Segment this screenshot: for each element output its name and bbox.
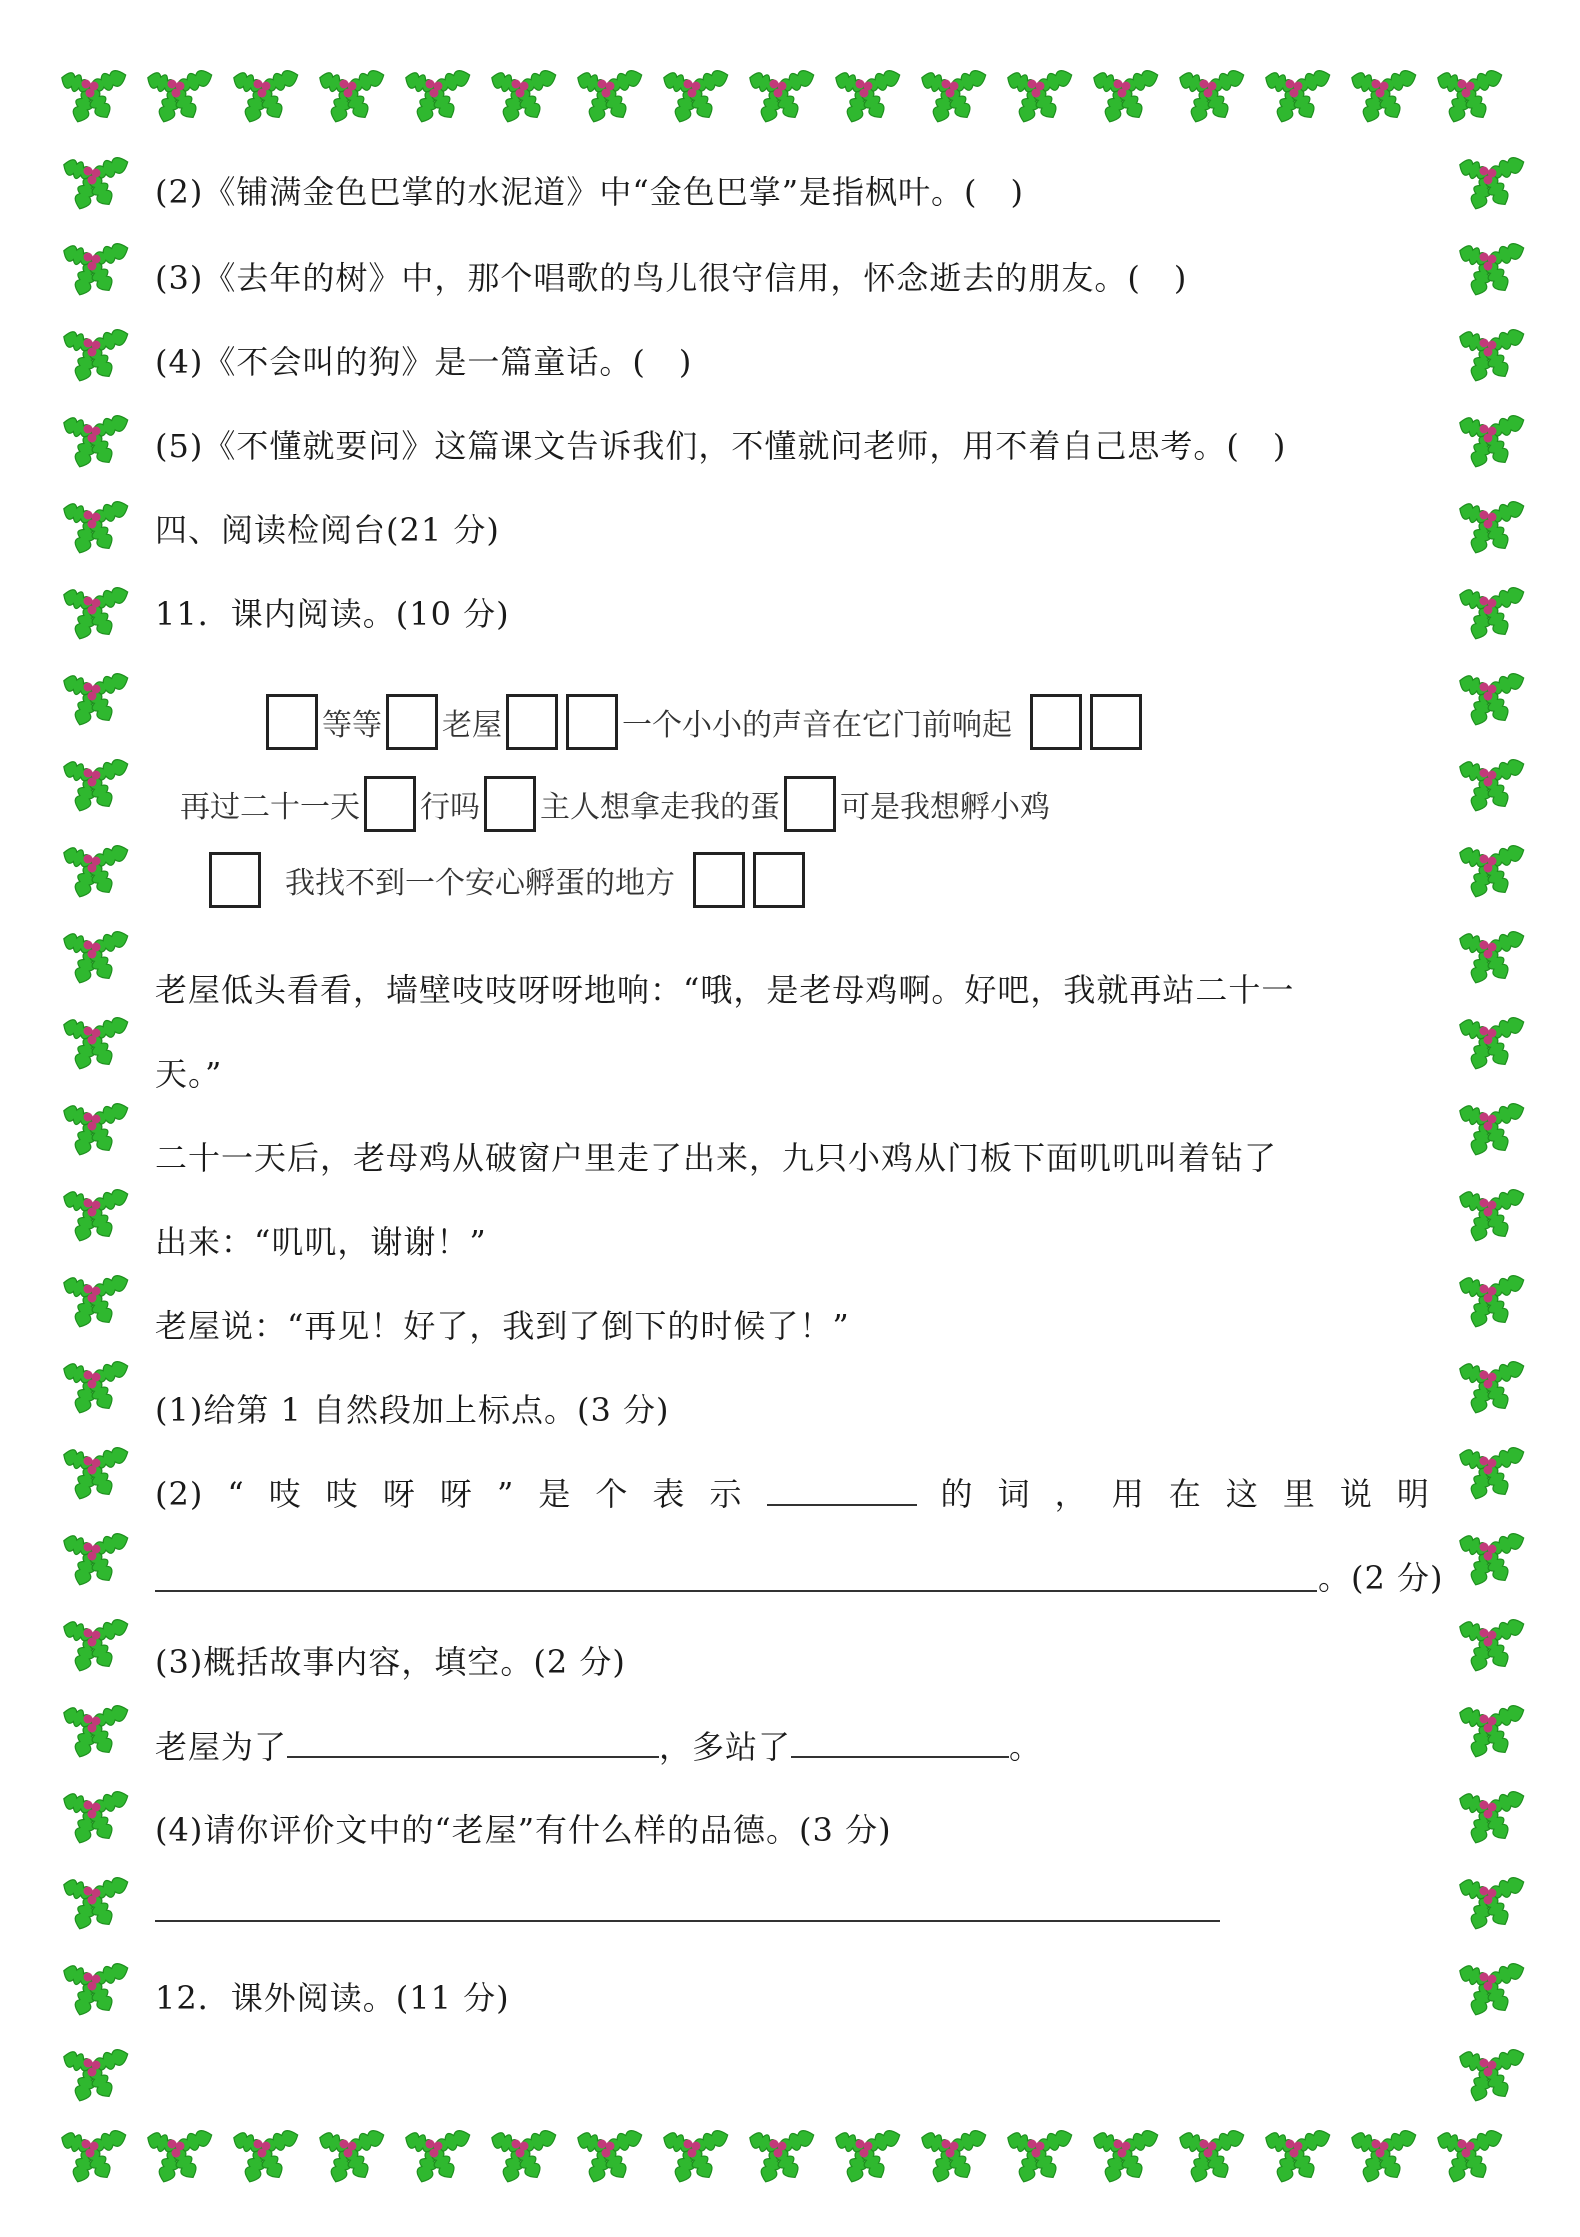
q3-blank-2[interactable] <box>791 1726 1009 1758</box>
question-2 <box>155 1474 1430 1514</box>
holly-sprig-icon <box>1435 2127 1505 2185</box>
holly-sprig-icon <box>1457 326 1527 384</box>
q2-part: 示 <box>709 1475 743 1513</box>
holly-sprig-icon <box>1457 2046 1527 2104</box>
holly-sprig-icon <box>59 67 129 125</box>
judge-item-4: (4)《不会叫的狗》是一篇童话。( ) <box>155 343 693 381</box>
holly-sprig-icon <box>1457 1186 1527 1244</box>
question-12-title: 12．课外阅读。(11 分) <box>155 1979 510 2017</box>
exercise-text: 可是我想孵小鸡 <box>840 790 1050 825</box>
holly-sprig-icon <box>61 240 131 298</box>
question-3-fill <box>155 1726 1042 1767</box>
holly-sprig-icon <box>1457 1358 1527 1416</box>
holly-sprig-icon <box>61 1616 131 1674</box>
holly-sprig-icon <box>61 1014 131 1072</box>
q2-part: 呀 <box>382 1475 416 1513</box>
holly-sprig-icon <box>1349 67 1419 125</box>
q4-answer-line[interactable] <box>155 1920 1220 1922</box>
answer-box[interactable] <box>386 694 438 750</box>
question-3: (3)概括故事内容，填空。(2 分) <box>155 1643 626 1681</box>
q2-part: ， <box>1054 1475 1088 1513</box>
q2-answer-blank[interactable] <box>767 1474 917 1506</box>
q2-part: 吱 <box>268 1475 302 1513</box>
holly-sprig-icon <box>231 67 301 125</box>
holly-sprig-icon <box>833 2127 903 2185</box>
holly-sprig-icon <box>489 2127 559 2185</box>
question-4: (4)请你评价文中的“老屋”有什么样的品德。(3 分) <box>155 1811 892 1849</box>
question-11-title: 11．课内阅读。(10 分) <box>155 595 510 633</box>
q3-text: 老屋为了 <box>155 1728 288 1766</box>
holly-sprig-icon <box>61 1788 131 1846</box>
answer-box[interactable] <box>693 852 745 908</box>
holly-sprig-icon <box>61 584 131 642</box>
holly-sprig-icon <box>489 67 559 125</box>
q2-part: 里 <box>1282 1475 1316 1513</box>
holly-sprig-icon <box>1091 2127 1161 2185</box>
holly-sprig-icon <box>1457 1874 1527 1932</box>
holly-sprig-icon <box>1457 498 1527 556</box>
passage-line: 二十一天后，老母鸡从破窗户里走了出来，九只小鸡从门板下面叽叽叫着钻了 <box>155 1139 1278 1177</box>
holly-sprig-icon <box>1457 1272 1527 1330</box>
holly-sprig-icon <box>1457 1960 1527 2018</box>
holly-sprig-icon <box>1457 1444 1527 1502</box>
holly-sprig-icon <box>1435 67 1505 125</box>
holly-sprig-icon <box>61 1874 131 1932</box>
answer-box[interactable] <box>209 852 261 908</box>
holly-sprig-icon <box>1457 240 1527 298</box>
holly-sprig-icon <box>1457 1530 1527 1588</box>
holly-sprig-icon <box>1457 154 1527 212</box>
q2-part: 个 <box>595 1475 629 1513</box>
holly-sprig-icon <box>1457 1702 1527 1760</box>
holly-sprig-icon <box>919 2127 989 2185</box>
answer-box[interactable] <box>364 776 416 832</box>
holly-sprig-icon <box>61 670 131 728</box>
section-title: 四、阅读检阅台(21 分) <box>155 511 500 549</box>
q2-part: 呀 <box>439 1475 473 1513</box>
holly-sprig-icon <box>61 1702 131 1760</box>
q2-part: 在 <box>1168 1475 1202 1513</box>
holly-sprig-icon <box>1263 2127 1333 2185</box>
judge-item-3: (3)《去年的树》中，那个唱歌的鸟儿很守信用，怀念逝去的朋友。( ) <box>155 259 1188 297</box>
answer-box[interactable] <box>1090 694 1142 750</box>
holly-sprig-icon <box>1457 670 1527 728</box>
q2-part: 说 <box>1339 1475 1373 1513</box>
q2-part: 这 <box>1225 1475 1259 1513</box>
q2-answer-line[interactable] <box>155 1590 1317 1592</box>
answer-box[interactable] <box>506 694 558 750</box>
holly-sprig-icon <box>747 67 817 125</box>
holly-sprig-icon <box>403 2127 473 2185</box>
exercise-text: 行吗 <box>420 790 480 825</box>
exercise-text: 等等 <box>322 708 382 743</box>
passage-line: 天。” <box>155 1055 223 1093</box>
q3-text: ，多站了 <box>659 1728 792 1766</box>
holly-sprig-icon <box>1457 1014 1527 1072</box>
holly-sprig-icon <box>575 67 645 125</box>
holly-sprig-icon <box>61 1530 131 1588</box>
holly-sprig-icon <box>661 67 731 125</box>
holly-sprig-icon <box>61 498 131 556</box>
passage-line: 老屋说：“再见！好了，我到了倒下的时候了！” <box>155 1307 850 1345</box>
holly-sprig-icon <box>1005 67 1075 125</box>
q2-part: 表 <box>652 1475 686 1513</box>
holly-sprig-icon <box>145 67 215 125</box>
q3-text: 。 <box>1009 1728 1043 1766</box>
holly-sprig-icon <box>61 326 131 384</box>
q2-score: 。(2 分) <box>1318 1559 1444 1597</box>
holly-sprig-icon <box>1457 1788 1527 1846</box>
q2-part: 的 <box>940 1475 974 1513</box>
passage-line: 出来：“叽叽，谢谢！” <box>155 1223 487 1261</box>
holly-sprig-icon <box>61 412 131 470</box>
holly-sprig-icon <box>1091 67 1161 125</box>
holly-sprig-icon <box>61 842 131 900</box>
holly-sprig-icon <box>1457 1100 1527 1158</box>
holly-sprig-icon <box>833 67 903 125</box>
holly-sprig-icon <box>1457 584 1527 642</box>
holly-sprig-icon <box>61 1100 131 1158</box>
holly-sprig-icon <box>661 2127 731 2185</box>
q2-part: 是 <box>538 1475 572 1513</box>
q2-part: (2) <box>155 1475 204 1513</box>
holly-sprig-icon <box>1457 928 1527 986</box>
exercise-row-1 <box>262 694 1146 750</box>
holly-sprig-icon <box>61 756 131 814</box>
q2-part: 吱 <box>325 1475 359 1513</box>
holly-sprig-icon <box>61 1186 131 1244</box>
exercise-row-3 <box>205 852 809 908</box>
holly-sprig-icon <box>61 1272 131 1330</box>
holly-sprig-icon <box>317 2127 387 2185</box>
holly-sprig-icon <box>61 1444 131 1502</box>
q2-part: 用 <box>1111 1475 1145 1513</box>
holly-sprig-icon <box>145 2127 215 2185</box>
holly-sprig-icon <box>1457 842 1527 900</box>
holly-sprig-icon <box>61 928 131 986</box>
answer-box[interactable] <box>784 776 836 832</box>
holly-sprig-icon <box>1457 756 1527 814</box>
holly-sprig-icon <box>747 2127 817 2185</box>
holly-sprig-icon <box>1457 1616 1527 1674</box>
q2-part: ” <box>496 1475 515 1513</box>
exercise-text: 再过二十一天 <box>180 790 360 825</box>
judge-item-5: (5)《不懂就要问》这篇课文告诉我们，不懂就问老师，用不着自己思考。( ) <box>155 427 1287 465</box>
q2-part: 词 <box>997 1475 1031 1513</box>
answer-box[interactable] <box>753 852 805 908</box>
judge-item-2: (2)《铺满金色巴掌的水泥道》中“金色巴掌”是指枫叶。( ) <box>155 173 1025 211</box>
holly-sprig-icon <box>61 1358 131 1416</box>
holly-sprig-icon <box>61 1960 131 2018</box>
answer-box[interactable] <box>1030 694 1082 750</box>
exercise-row-2 <box>180 776 1050 832</box>
exercise-text: 我找不到一个安心孵蛋的地方 <box>285 866 675 901</box>
holly-sprig-icon <box>1177 2127 1247 2185</box>
holly-sprig-icon <box>575 2127 645 2185</box>
holly-sprig-icon <box>61 2046 131 2104</box>
holly-sprig-icon <box>1349 2127 1419 2185</box>
question-1: (1)给第 1 自然段加上标点。(3 分) <box>155 1391 670 1429</box>
q2-part: 明 <box>1396 1475 1430 1513</box>
passage-line: 老屋低头看看，墙壁吱吱呀呀地响：“哦，是老母鸡啊。好吧，我就再站二十一 <box>155 971 1295 1009</box>
answer-box[interactable] <box>566 694 618 750</box>
holly-sprig-icon <box>61 154 131 212</box>
holly-sprig-icon <box>1177 67 1247 125</box>
q2-part: “ <box>227 1475 245 1513</box>
holly-sprig-icon <box>1457 412 1527 470</box>
q3-blank-1[interactable] <box>287 1726 659 1758</box>
holly-sprig-icon <box>403 67 473 125</box>
holly-sprig-icon <box>919 67 989 125</box>
answer-box[interactable] <box>484 776 536 832</box>
holly-sprig-icon <box>1005 2127 1075 2185</box>
holly-sprig-icon <box>59 2127 129 2185</box>
holly-sprig-icon <box>231 2127 301 2185</box>
holly-sprig-icon <box>317 67 387 125</box>
holly-sprig-icon <box>1263 67 1333 125</box>
answer-box[interactable] <box>266 694 318 750</box>
exercise-text: 老屋 <box>442 708 502 743</box>
exercise-text: 一个小小的声音在它门前响起 <box>622 708 1012 743</box>
exercise-text: 主人想拿走我的蛋 <box>540 790 780 825</box>
